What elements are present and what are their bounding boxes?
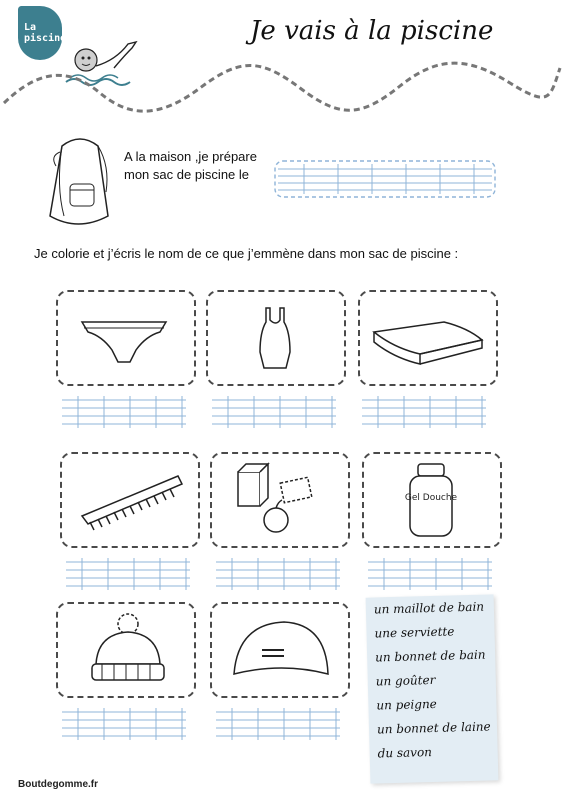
swim-cap-icon bbox=[212, 604, 348, 696]
writing-lines[interactable] bbox=[62, 396, 186, 428]
card-snack[interactable] bbox=[210, 452, 350, 548]
comb-icon bbox=[62, 454, 198, 546]
writing-lines[interactable] bbox=[362, 396, 486, 428]
writing-lines[interactable] bbox=[66, 558, 190, 590]
card-shower-gel[interactable] bbox=[362, 452, 502, 548]
swimsuit-icon bbox=[208, 292, 344, 384]
wave-divider bbox=[0, 48, 565, 118]
word-list-item: un goûter bbox=[375, 672, 436, 689]
date-writing-lines[interactable] bbox=[274, 160, 496, 198]
wool-hat-icon bbox=[58, 604, 194, 696]
page-title: Je vais à la piscine bbox=[250, 16, 494, 46]
word-list-item: un bonnet de bain bbox=[374, 647, 486, 665]
word-list-item: un peigne bbox=[376, 696, 437, 713]
card-swimsuit[interactable] bbox=[206, 290, 346, 386]
swim-briefs-icon bbox=[58, 292, 194, 384]
card-comb[interactable] bbox=[60, 452, 200, 548]
writing-lines[interactable] bbox=[212, 396, 336, 428]
snack-icon bbox=[212, 454, 348, 546]
backpack-illustration bbox=[40, 128, 120, 236]
word-list-item: du savon bbox=[377, 745, 433, 761]
word-list-note bbox=[366, 594, 499, 783]
intro-line-1: A la maison ,je prépare bbox=[124, 149, 257, 164]
writing-lines[interactable] bbox=[216, 558, 340, 590]
card-towel[interactable] bbox=[358, 290, 498, 386]
writing-lines[interactable] bbox=[368, 558, 492, 590]
towel-icon bbox=[360, 292, 496, 384]
shower-gel-icon bbox=[364, 454, 500, 546]
writing-lines[interactable] bbox=[216, 708, 340, 740]
card-wool-hat[interactable] bbox=[56, 602, 196, 698]
card-swim-cap[interactable] bbox=[210, 602, 350, 698]
word-list-item: un bonnet de laine bbox=[376, 719, 491, 737]
word-list-item: un maillot de bain bbox=[373, 599, 485, 617]
writing-lines[interactable] bbox=[62, 708, 186, 740]
site-credit: Boutdegomme.fr bbox=[18, 779, 98, 790]
instruction-text: Je colorie et j’écris le nom de ce que j’emmène dans mon sac de piscine : bbox=[34, 246, 459, 261]
card-swim-briefs[interactable] bbox=[56, 290, 196, 386]
shower-gel-label: Gel Douche bbox=[404, 493, 458, 503]
theme-badge-text: La piscine bbox=[24, 22, 67, 44]
intro-line-2: mon sac de piscine le bbox=[124, 167, 250, 182]
intro-text bbox=[124, 148, 274, 184]
word-list-item: une serviette bbox=[374, 624, 455, 641]
